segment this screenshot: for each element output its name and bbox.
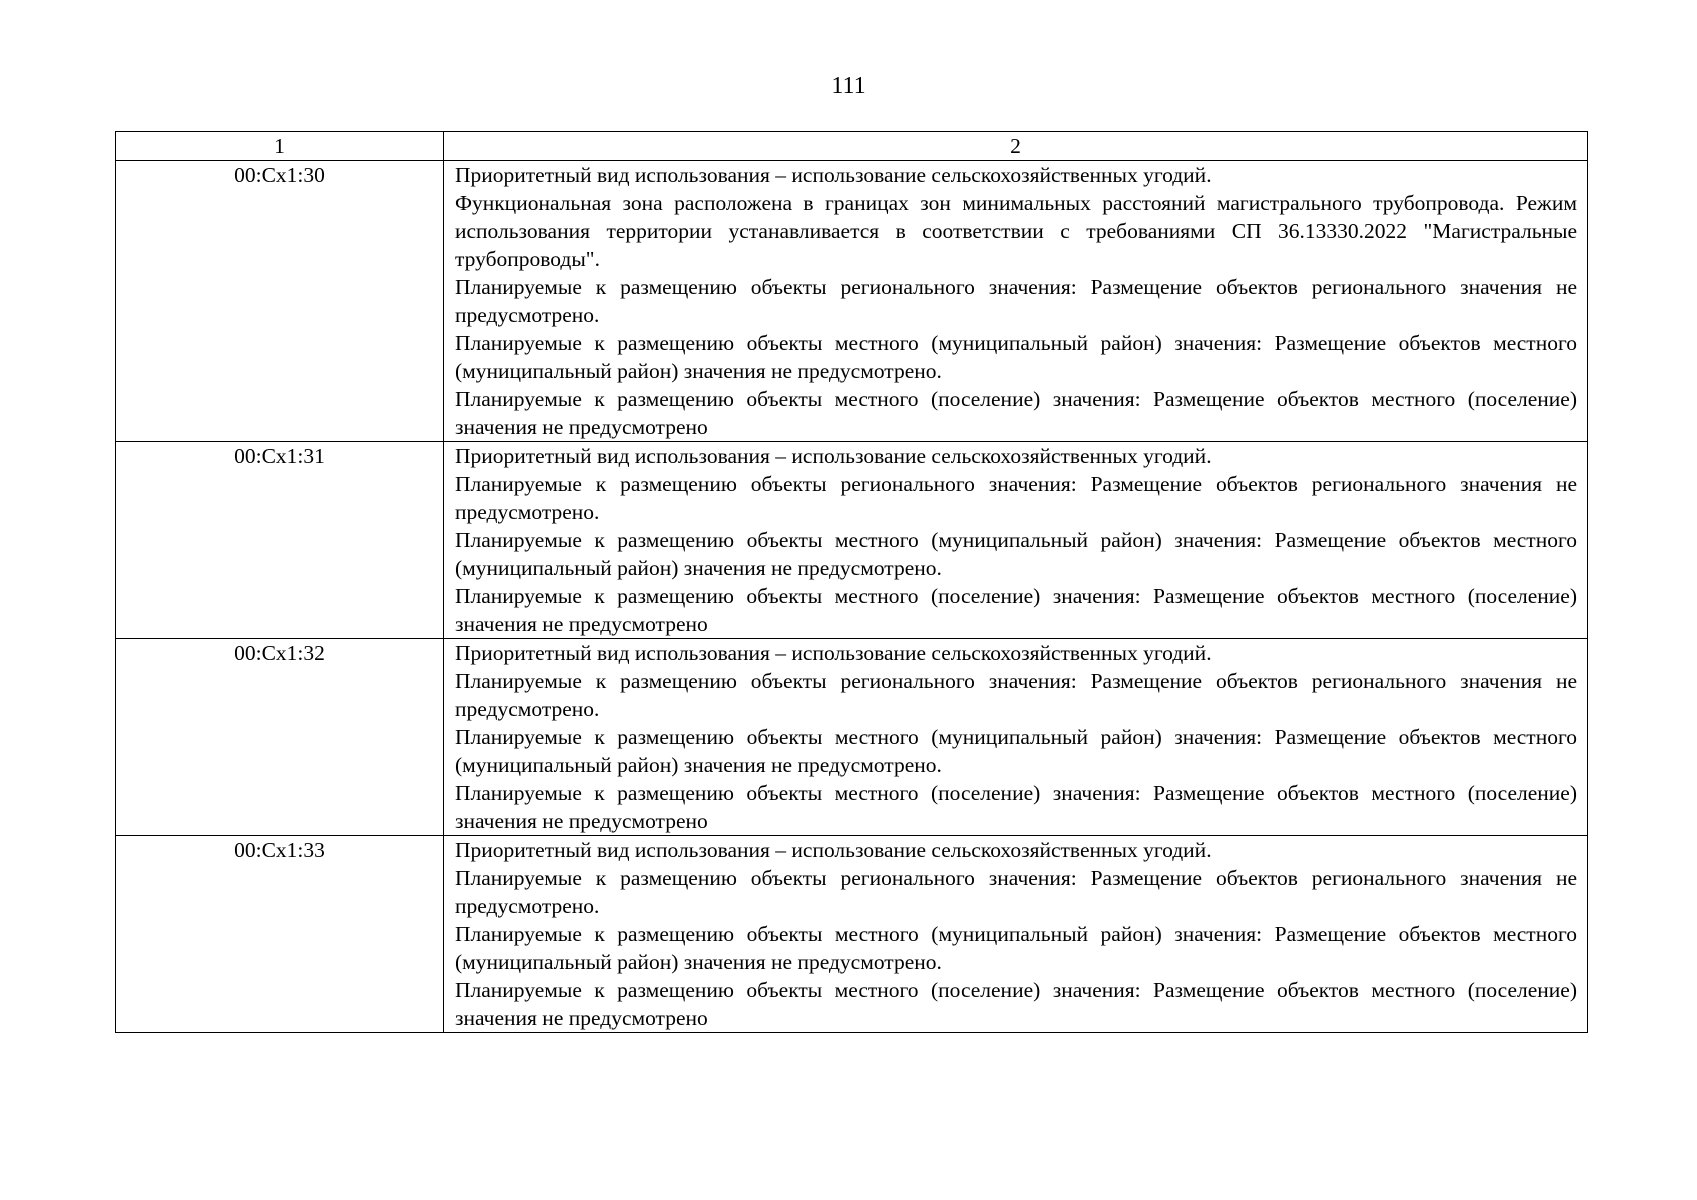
description-paragraph: Приоритетный вид использования – использование сельскохозяйственных угодий. xyxy=(455,163,1212,187)
zone-description xyxy=(444,161,1588,442)
description-paragraph: Планируемые к размещению объекты местного (поселение) значения: Размещение объектов местного (поселение) значения не предусмотрено xyxy=(455,584,1577,636)
page-number: 111 xyxy=(831,73,866,99)
zone-code: 00:Cx1:31 xyxy=(116,442,444,639)
description-paragraph: Приоритетный вид использования – использование сельскохозяйственных угодий. xyxy=(455,838,1212,862)
table-header-row xyxy=(116,132,1588,161)
zone-code: 00:Cx1:33 xyxy=(116,836,444,1033)
zone-code: 00:Cx1:30 xyxy=(116,161,444,442)
zone-code: 00:Cx1:32 xyxy=(116,639,444,836)
functional-zones-table xyxy=(115,131,1588,1033)
description-paragraph: Приоритетный вид использования – использование сельскохозяйственных угодий. xyxy=(455,641,1212,665)
zone-description xyxy=(444,836,1588,1033)
column-header-1: 1 xyxy=(116,132,444,161)
description-paragraph: Планируемые к размещению объекты регионального значения: Размещение объектов регионального значения не предусмотрено. xyxy=(455,866,1577,918)
description-paragraph: Функциональная зона расположена в границах зон минимальных расстояний магистрального трубопровода. Режим использования территории устанавливается в соответствии с требованиями СП 36.13330.2022 "Магистральные трубопроводы". xyxy=(455,191,1577,271)
description-paragraph: Планируемые к размещению объекты местного (муниципальный район) значения: Размещение объектов местного (муниципальный район) значения не предусмотрено. xyxy=(455,725,1577,777)
description-paragraph: Планируемые к размещению объекты регионального значения: Размещение объектов регионального значения не предусмотрено. xyxy=(455,669,1577,721)
description-paragraph: Планируемые к размещению объекты регионального значения: Размещение объектов регионального значения не предусмотрено. xyxy=(455,472,1577,524)
description-paragraph: Планируемые к размещению объекты местного (муниципальный район) значения: Размещение объектов местного (муниципальный район) значения не предусмотрено. xyxy=(455,528,1577,580)
table-row xyxy=(116,442,1588,639)
table-row xyxy=(116,836,1588,1033)
description-paragraph: Планируемые к размещению объекты местного (муниципальный район) значения: Размещение объектов местного (муниципальный район) значения не предусмотрено. xyxy=(455,331,1577,383)
description-paragraph: Планируемые к размещению объекты местного (поселение) значения: Размещение объектов местного (поселение) значения не предусмотрено xyxy=(455,978,1577,1030)
description-paragraph: Планируемые к размещению объекты регионального значения: Размещение объектов регионального значения не предусмотрено. xyxy=(455,275,1577,327)
zone-description xyxy=(444,442,1588,639)
description-paragraph: Планируемые к размещению объекты местного (поселение) значения: Размещение объектов местного (поселение) значения не предусмотрено xyxy=(455,387,1577,439)
zone-description xyxy=(444,639,1588,836)
column-header-2: 2 xyxy=(444,132,1588,161)
description-paragraph: Приоритетный вид использования – использование сельскохозяйственных угодий. xyxy=(455,444,1212,468)
table-row xyxy=(116,639,1588,836)
description-paragraph: Планируемые к размещению объекты местного (поселение) значения: Размещение объектов местного (поселение) значения не предусмотрено xyxy=(455,781,1577,833)
table-row xyxy=(116,161,1588,442)
description-paragraph: Планируемые к размещению объекты местного (муниципальный район) значения: Размещение объектов местного (муниципальный район) значения не предусмотрено. xyxy=(455,922,1577,974)
